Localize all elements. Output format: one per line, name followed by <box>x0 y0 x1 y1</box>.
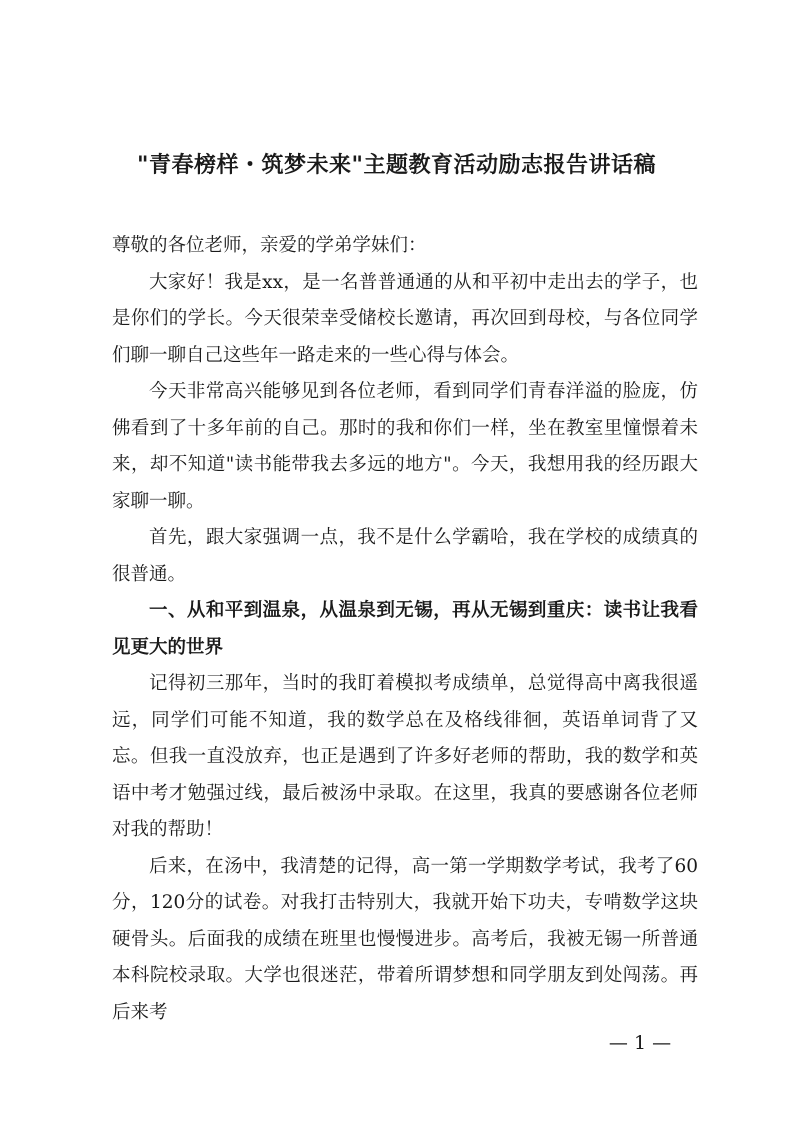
body-paragraph: 后来，在汤中，我清楚的记得，高一第一学期数学考试，我考了60分，120分的试卷。对我打击特别大，我就开始下功夫，专啃数学这块硬骨头。后面我的成绩在班里也慢慢进步。高考后，我被无锡一所普通本科院校录取。大学也很迷茫，带着所谓梦想和同学朋友到处闯荡。再后来考 <box>112 855 698 1023</box>
body-paragraph: 记得初三那年，当时的我盯着模拟考成绩单，总觉得高中离我很遥远，同学们可能不知道，我的数学总在及格线徘徊，英语单词背了又忘。但我一直没放弃，也正是遇到了许多好老师的帮助，我的数学和英语中考才勉强过线，最后被汤中录取。在这里，我真的要感谢各位老师对我的帮助！ <box>112 673 698 840</box>
salutation-paragraph: 尊敬的各位老师，亲爱的学弟学妹们： <box>112 235 427 256</box>
body-paragraph: 首先，跟大家强调一点，我不是什么学霸哈，我在学校的成绩真的很普通。 <box>112 527 698 585</box>
document-body <box>112 228 698 1031</box>
section-heading: 一、从和平到温泉，从温泉到无锡，再从无锡到重庆：读书让我看见更大的世界 <box>112 600 698 658</box>
page-number: — 1 — <box>608 1032 672 1054</box>
body-paragraph: 大家好！我是xx，是一名普普通通的从和平初中走出去的学子，也是你们的学长。今天很荣幸受储校长邀请，再次回到母校，与各位同学们聊一聊自己这些年一路走来的一些心得与体会。 <box>112 271 698 366</box>
document-title: "青春榜样・筑梦未来"主题教育活动励志报告讲话稿 <box>137 153 656 178</box>
body-paragraph: 今天非常高兴能够见到各位老师，看到同学们青春洋溢的脸庞，仿佛看到了十多年前的自己。那时的我和你们一样，坐在教室里憧憬着未来，却不知道"读书能带我去多远的地方"。今天，我想用我的经历跟大家聊一聊。 <box>112 381 698 512</box>
